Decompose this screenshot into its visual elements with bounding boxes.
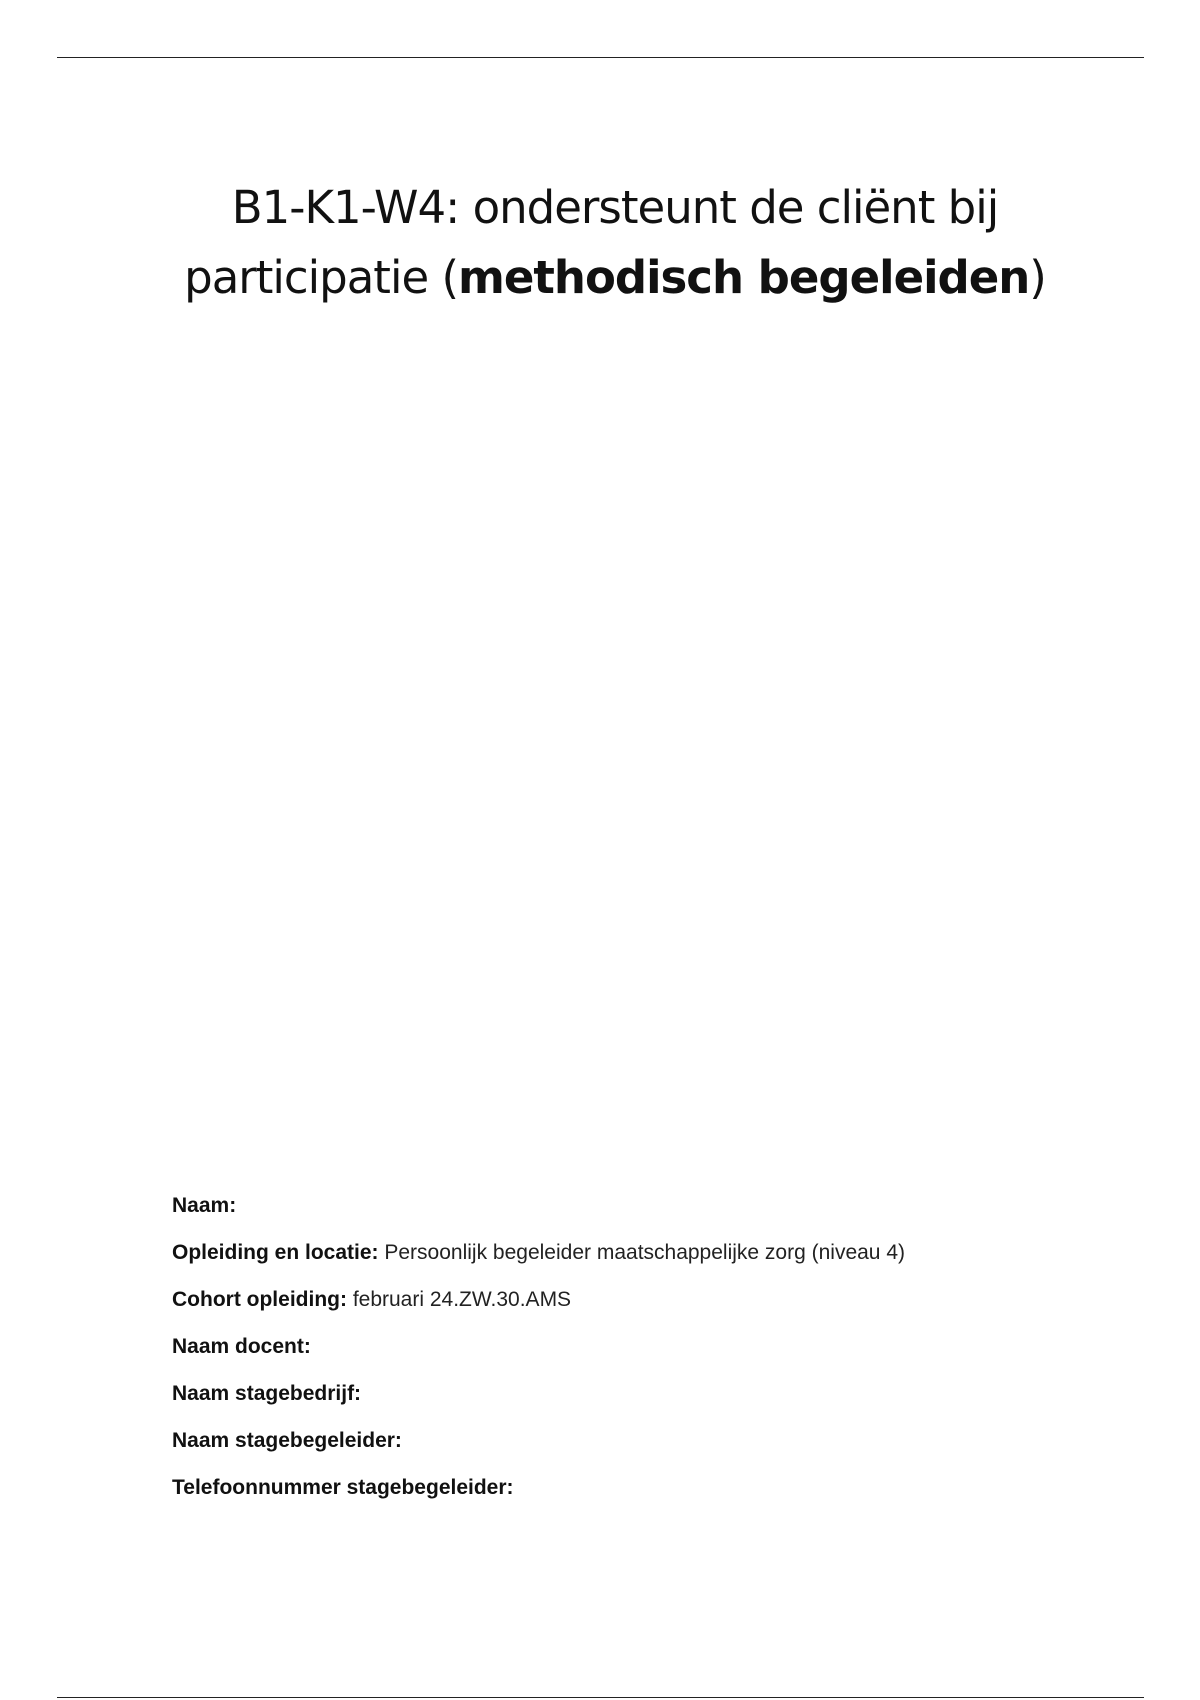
info-row-naam	[172, 1194, 1152, 1241]
info-value: februari 24.ZW.30.AMS	[352, 1288, 572, 1311]
student-info-block	[172, 1194, 1152, 1523]
info-row-telefoon	[172, 1476, 1152, 1523]
info-label: Naam:	[172, 1194, 237, 1217]
info-row-opleiding	[172, 1241, 1152, 1288]
info-label: Cohort opleiding:	[172, 1288, 347, 1311]
info-label: Naam stagebegeleider:	[172, 1429, 402, 1452]
info-label: Naam stagebedrijf:	[172, 1382, 362, 1405]
bottom-rule	[57, 1697, 1144, 1698]
info-row-cohort	[172, 1288, 1152, 1335]
title-line-1: B1-K1-W4: ondersteunt de cliënt bij	[231, 181, 999, 234]
title-line-2-bold: methodisch begeleiden	[458, 251, 1030, 304]
top-rule	[57, 57, 1144, 58]
info-row-stagebedrijf	[172, 1382, 1152, 1429]
info-row-docent	[172, 1335, 1152, 1382]
title-line-2	[0, 243, 1200, 313]
document-title	[0, 173, 1200, 313]
info-label: Telefoonnummer stagebegeleider:	[172, 1476, 514, 1499]
title-line-2-prefix: participatie (	[184, 251, 459, 304]
info-row-stagebegeleider	[172, 1429, 1152, 1476]
title-line-2-suffix: )	[1029, 251, 1046, 304]
info-label: Naam docent:	[172, 1335, 311, 1358]
info-label: Opleiding en locatie:	[172, 1241, 379, 1264]
info-value: Persoonlijk begeleider maatschappelijke zorg (niveau 4)	[384, 1241, 905, 1264]
